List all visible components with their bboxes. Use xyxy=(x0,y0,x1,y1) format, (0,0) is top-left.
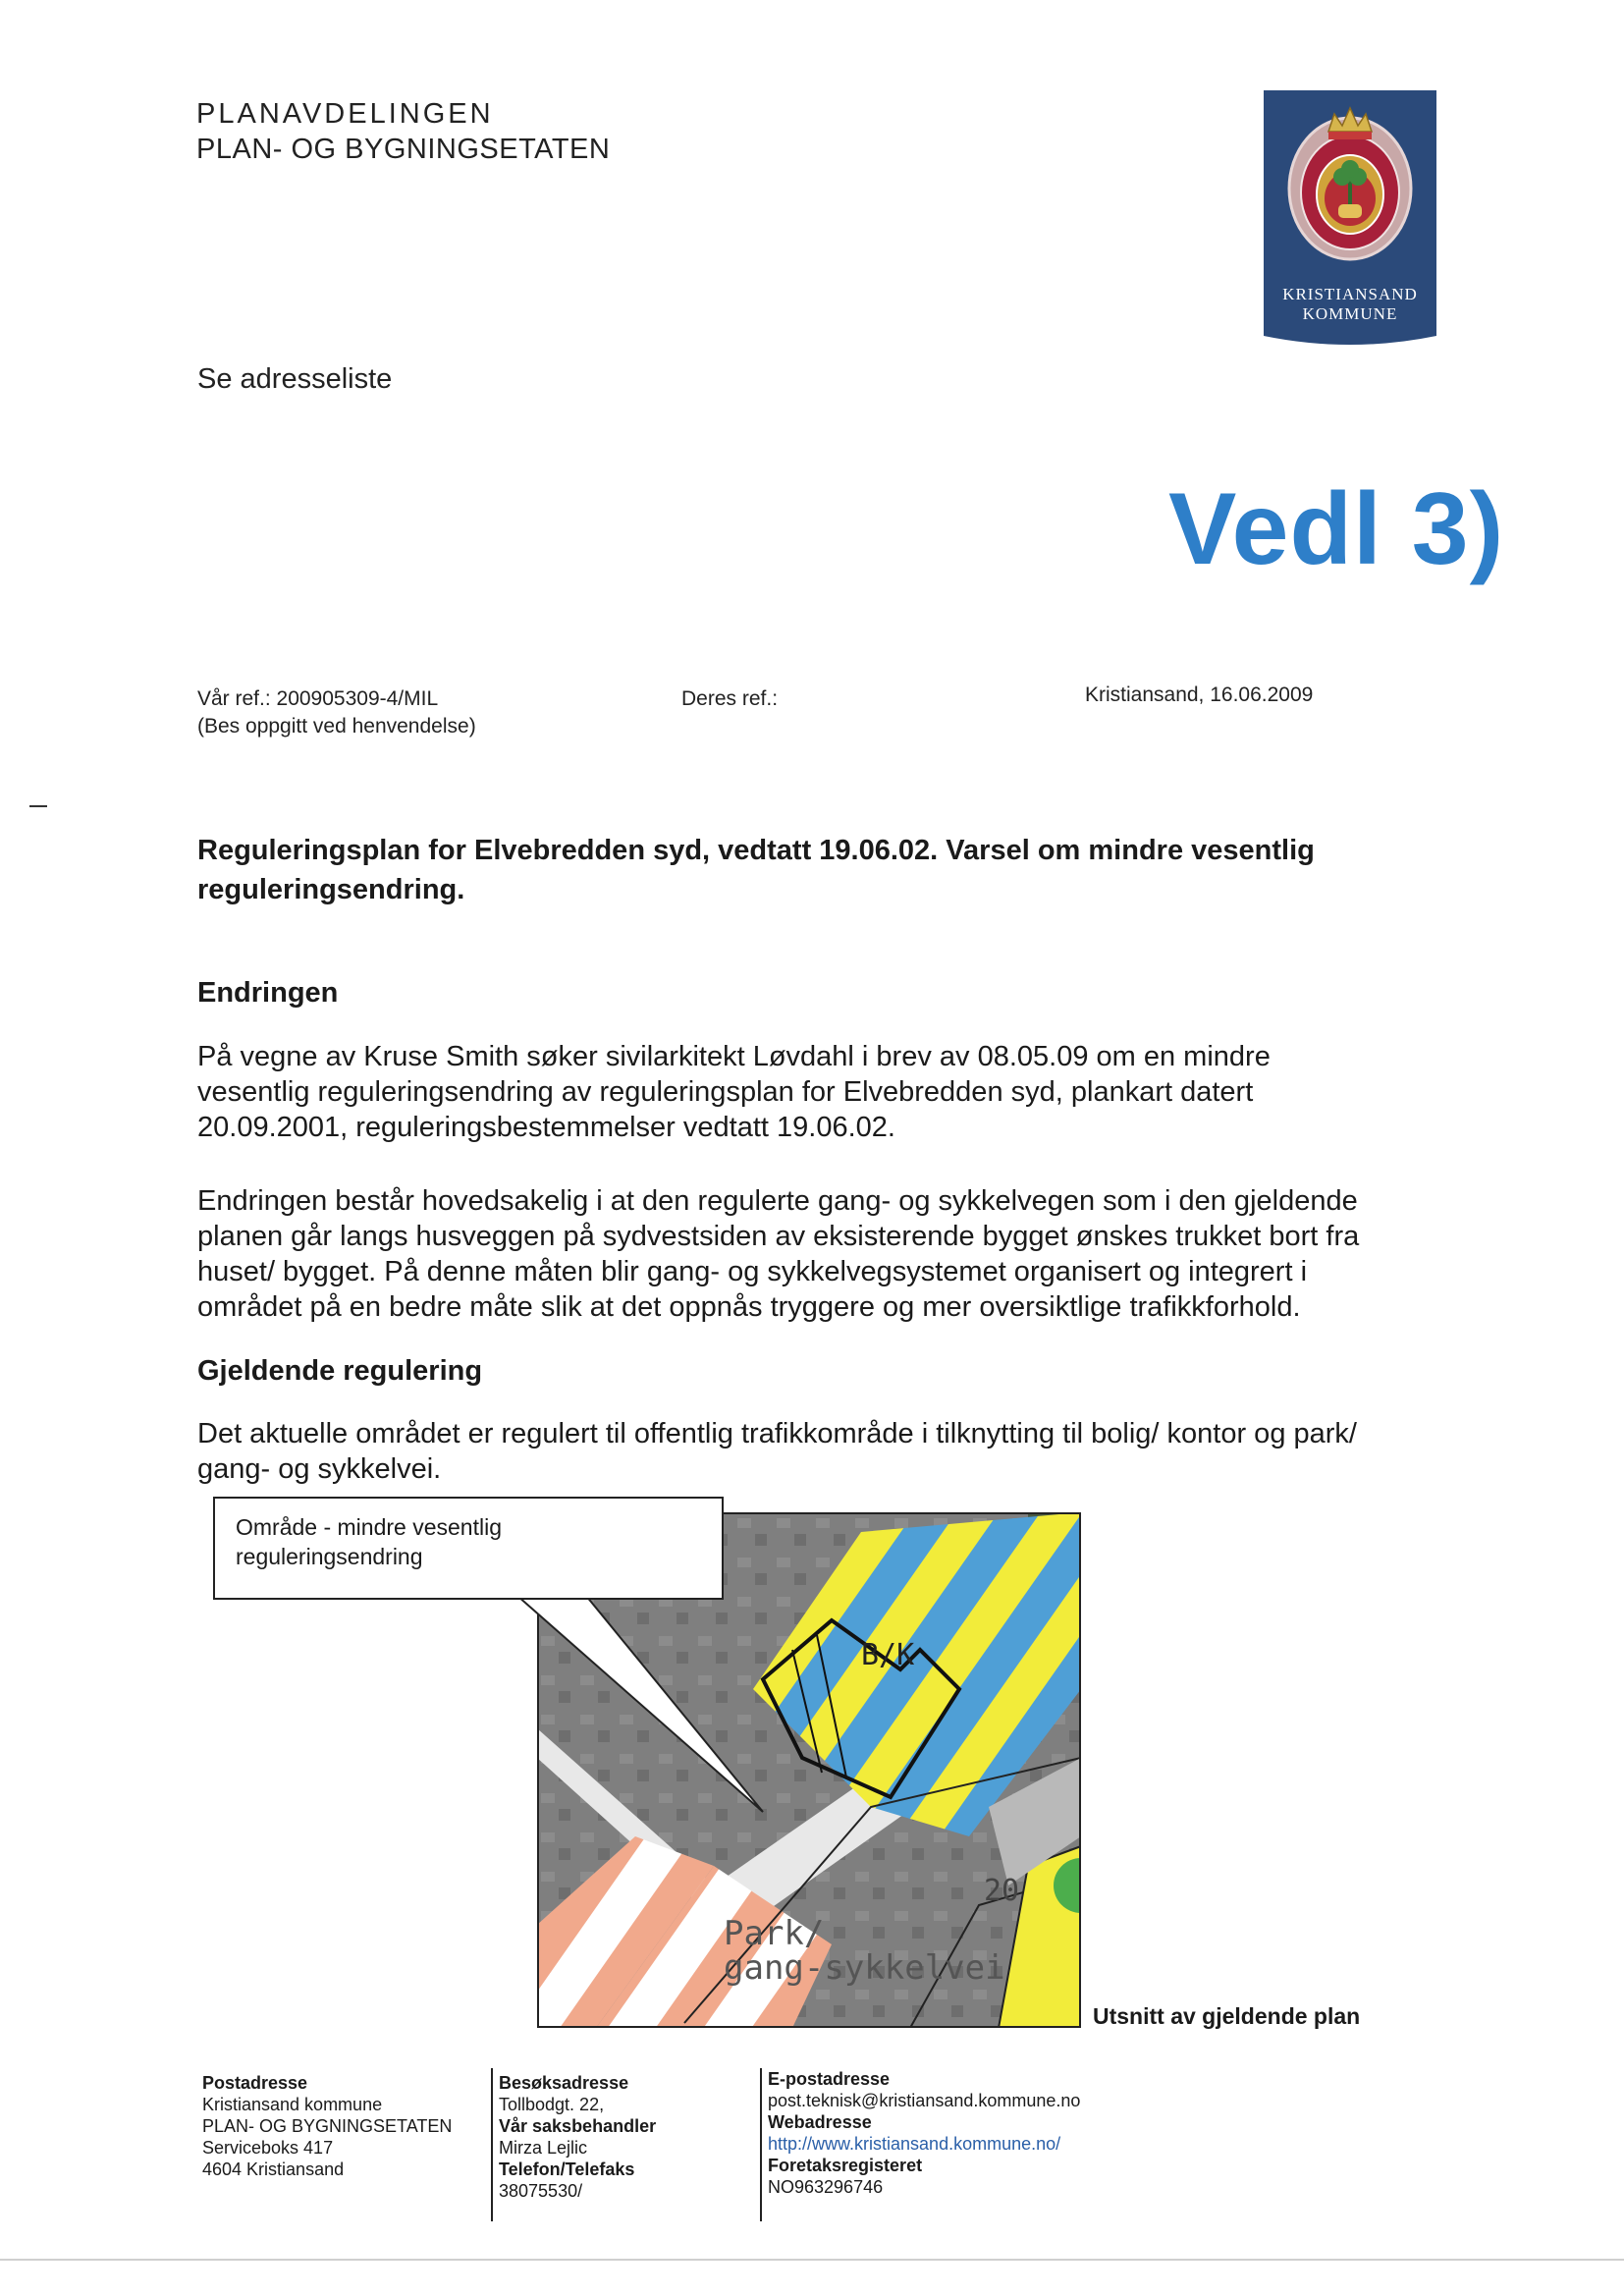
org-heading: Foretaksregisteret xyxy=(768,2156,923,2175)
label-bk: B/K xyxy=(861,1638,915,1672)
footer-divider-2 xyxy=(760,2068,762,2221)
endringen-paragraph1-line3: 20.09.2001, reguleringsbestemmelser vedtatt 19.06.02. xyxy=(197,1112,895,1143)
gjeldende-paragraph-line2: gang- og sykkelvei. xyxy=(197,1453,442,1485)
map-caption: Utsnitt av gjeldende plan xyxy=(1093,2003,1361,2029)
postal-heading: Postadresse xyxy=(202,2073,308,2093)
label-park: Park/ xyxy=(724,1914,825,1953)
endringen-paragraph1-line1: På vegne av Kruse Smith søker sivilarkitekt Løvdahl i brev av 08.05.09 om en mindre xyxy=(197,1041,1271,1072)
logo-line1: KRISTIANSAND xyxy=(1282,285,1418,303)
agency-name: PLAN- OG BYGNINGSETATEN xyxy=(196,134,611,165)
phone-heading: Telefon/Telefaks xyxy=(499,2159,635,2179)
handler-name: Mirza Lejlic xyxy=(499,2138,588,2158)
email-heading: E-postadresse xyxy=(768,2069,891,2089)
your-reference: Deres ref.: xyxy=(681,687,779,710)
subject-line: Reguleringsplan for Elvebredden syd, vedtatt 19.06.02. Varsel om mindre vesentlig reguleringsendring. xyxy=(197,835,1315,905)
postal-line1: Kristiansand kommune xyxy=(202,2095,383,2114)
margin-mark xyxy=(29,805,47,807)
visit-line1: Tollbodgt. 22, xyxy=(499,2095,605,2114)
endringen-paragraph2-line3: huset/ bygget. På denne måten blir gang- og sykkelvegsystemet organisert og integrert i xyxy=(197,1256,1308,1287)
endringen-paragraph2-line4: området på en bedre måte slik at det oppnås tryggere og mer oversiktlige trafikkforhold. xyxy=(197,1291,1301,1323)
logo-line2: KOMMUNE xyxy=(1302,304,1398,323)
department-name: PLANAVDELINGEN xyxy=(196,98,494,130)
page-bottom-rule xyxy=(0,2259,1624,2261)
visit-heading: Besøksadresse xyxy=(499,2073,629,2093)
callout-text-line2: reguleringsendring xyxy=(236,1544,423,1569)
recipient: Se adresseliste xyxy=(197,363,393,395)
footer-postal xyxy=(202,2072,452,2180)
heading-gjeldende-regulering: Gjeldende regulering xyxy=(197,1355,483,1387)
our-reference-note: (Bes oppgitt ved henvendelse) xyxy=(197,715,476,738)
org-number: NO963296746 xyxy=(768,2177,884,2197)
kristiansand-kommune-logo xyxy=(1264,90,1436,348)
email-address[interactable]: post.teknisk@kristiansand.kommune.no xyxy=(768,2091,1081,2110)
heading-endringen: Endringen xyxy=(197,977,339,1009)
postal-line3: Serviceboks 417 xyxy=(202,2138,334,2158)
callout-text-line1: Område - mindre vesentlig xyxy=(236,1514,502,1540)
web-address-link[interactable]: http://www.kristiansand.kommune.no/ xyxy=(768,2134,1061,2154)
attachment-label: Vedl 3) xyxy=(1168,472,1505,586)
label-20: 20 xyxy=(984,1874,1020,1908)
handler-heading: Vår saksbehandler xyxy=(499,2116,657,2136)
postal-line4: 4604 Kristiansand xyxy=(202,2159,345,2179)
place-date: Kristiansand, 16.06.2009 xyxy=(1085,683,1314,706)
footer-divider-1 xyxy=(491,2068,493,2221)
phone-number: 38075530/ xyxy=(499,2181,583,2201)
postal-line2: PLAN- OG BYGNINGSETATEN xyxy=(202,2116,453,2136)
footer-visit xyxy=(499,2072,656,2202)
web-heading: Webadresse xyxy=(768,2112,872,2132)
gjeldende-paragraph-line1: Det aktuelle området er regulert til offentlig trafikkområde i tilknytting til bolig/ kontor og park/ xyxy=(197,1418,1357,1449)
our-reference: Vår ref.: 200905309-4/MIL xyxy=(197,687,439,710)
endringen-paragraph1-line2: vesentlig reguleringsendring av reguleringsplan for Elvebredden syd, plankart datert xyxy=(197,1076,1254,1108)
endringen-paragraph2-line1: Endringen består hovedsakelig i at den regulerte gang- og sykkelvegen som i den gjeldende xyxy=(197,1185,1358,1217)
footer-contact xyxy=(768,2068,1080,2198)
endringen-paragraph2-line2: planen går langs husveggen på sydvestsiden av eksisterende bygget ønskes trukket bort fra xyxy=(197,1221,1360,1252)
label-gang-sykkelvei: gang-sykkelvei xyxy=(724,1948,1005,1988)
